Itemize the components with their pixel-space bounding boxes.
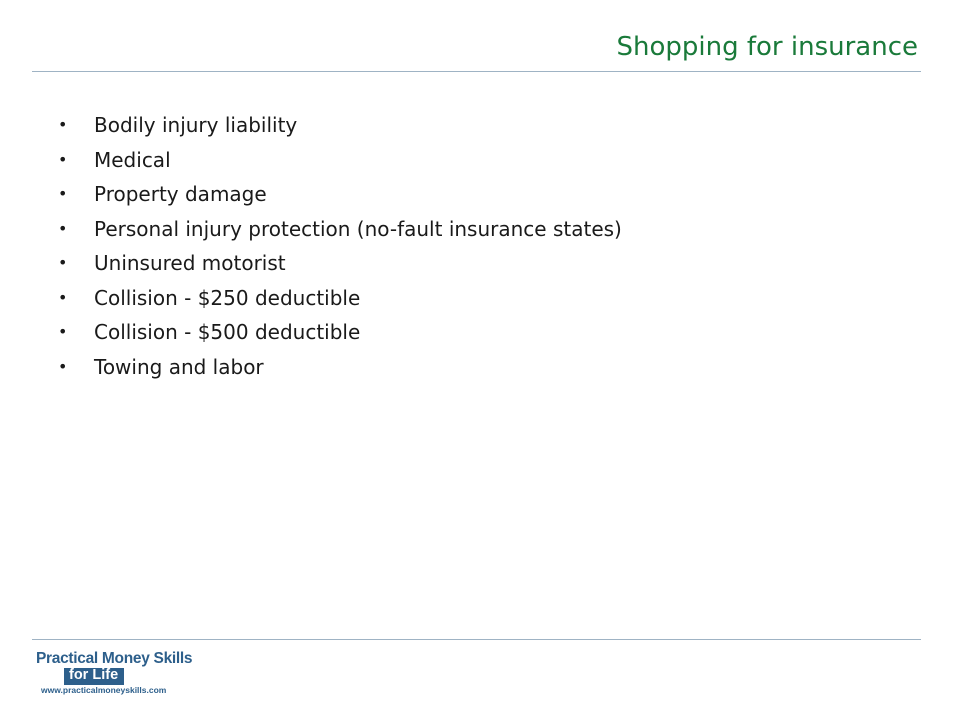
bullet-icon: •	[58, 184, 68, 203]
logo-url: www.practicalmoneyskills.com	[41, 685, 167, 695]
list-item	[58, 108, 622, 143]
list-item	[58, 350, 622, 385]
bullet-icon: •	[58, 218, 68, 238]
bullet-icon: •	[58, 287, 68, 307]
title-divider	[32, 71, 921, 72]
bullet-icon: •	[58, 115, 68, 134]
logo-subtitle: for Life	[69, 667, 119, 683]
list-item-label: Property damage	[94, 182, 267, 206]
list-item-label: Personal injury protection (no-fault insurance states)	[94, 216, 622, 241]
footer-divider	[32, 639, 921, 640]
list-item	[58, 281, 622, 316]
bullet-icon: •	[58, 322, 68, 341]
list-item	[58, 246, 622, 281]
list-item-label: Collision - $250 deductible	[94, 285, 361, 310]
list-item	[58, 143, 622, 178]
bullet-list	[58, 108, 622, 384]
bullet-icon: •	[58, 149, 68, 169]
list-item	[58, 212, 622, 247]
list-item-label: Medical	[94, 147, 171, 172]
list-item-label: Bodily injury liability	[94, 113, 298, 137]
list-item-label: Collision - $500 deductible	[94, 320, 361, 344]
list-item-label: Towing and labor	[94, 354, 264, 379]
brand-logo	[36, 650, 196, 696]
logo-title: Practical Money Skills	[36, 650, 193, 667]
bullet-icon: •	[58, 253, 68, 272]
list-item-label: Uninsured motorist	[94, 251, 286, 275]
list-item	[58, 315, 622, 350]
bullet-icon: •	[58, 356, 68, 376]
slide-title: Shopping for insurance	[616, 32, 918, 62]
list-item	[58, 177, 622, 212]
